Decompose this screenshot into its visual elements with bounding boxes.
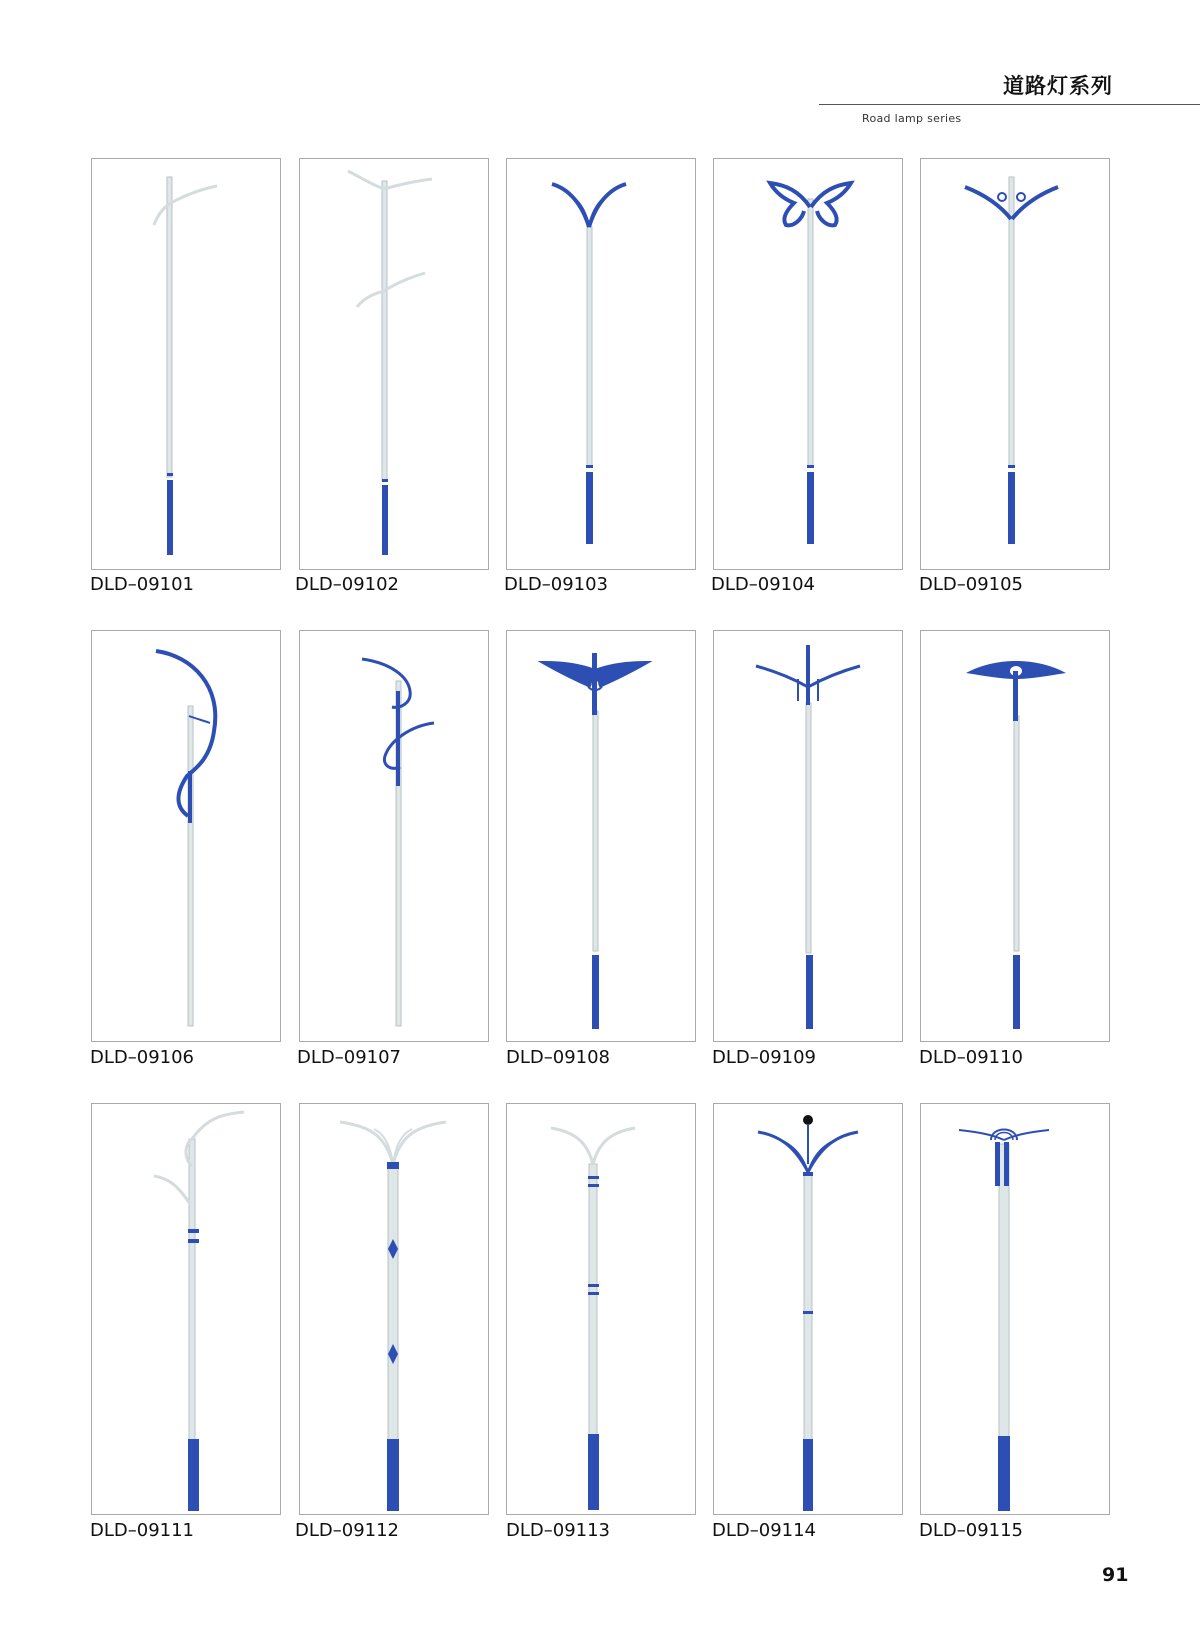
product-code: DLD–09101 xyxy=(90,574,195,595)
section-title: 道路灯系列 xyxy=(1003,74,1113,98)
product-image-11 xyxy=(91,1103,281,1515)
product-code: DLD–09114 xyxy=(712,1520,817,1541)
product-image-2 xyxy=(299,158,489,570)
section-subtitle: Road lamp series xyxy=(862,112,962,125)
product-image-15 xyxy=(920,1103,1110,1515)
product-image-12 xyxy=(299,1103,489,1515)
header-divider xyxy=(819,104,1200,105)
product-code: DLD–09104 xyxy=(711,574,816,595)
product-image-1 xyxy=(91,158,281,570)
product-code: DLD–09109 xyxy=(712,1047,817,1068)
product-image-7 xyxy=(299,630,489,1042)
product-code: DLD–09112 xyxy=(295,1520,400,1541)
product-image-6 xyxy=(91,630,281,1042)
product-code: DLD–09113 xyxy=(506,1520,611,1541)
product-code: DLD–09105 xyxy=(919,574,1024,595)
street-lamp-illustration xyxy=(92,159,280,569)
product-image-4 xyxy=(713,158,903,570)
product-image-3 xyxy=(506,158,696,570)
product-image-8 xyxy=(506,630,696,1042)
product-image-9 xyxy=(713,630,903,1042)
product-code: DLD–09106 xyxy=(90,1047,195,1068)
product-image-14 xyxy=(713,1103,903,1515)
product-code: DLD–09103 xyxy=(504,574,609,595)
product-image-5 xyxy=(920,158,1110,570)
product-code: DLD–09110 xyxy=(919,1047,1024,1068)
page-number: 91 xyxy=(1102,1564,1129,1586)
product-code: DLD–09107 xyxy=(297,1047,402,1068)
product-code: DLD–09115 xyxy=(919,1520,1024,1541)
product-image-13 xyxy=(506,1103,696,1515)
product-code: DLD–09102 xyxy=(295,574,400,595)
product-code: DLD–09108 xyxy=(506,1047,611,1068)
product-code: DLD–09111 xyxy=(90,1520,195,1541)
product-image-10 xyxy=(920,630,1110,1042)
